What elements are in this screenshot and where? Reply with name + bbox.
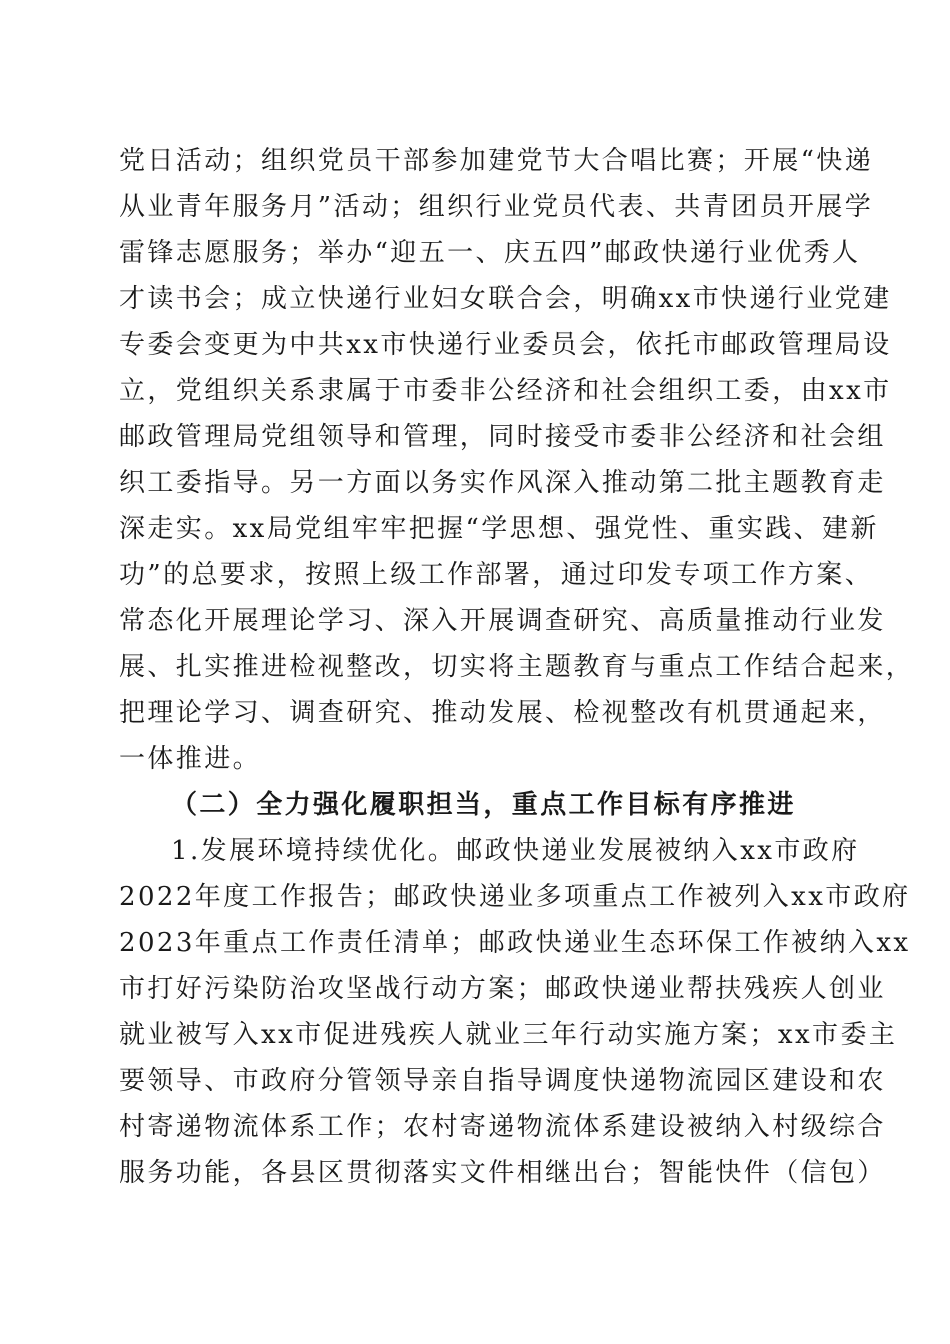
paragraph-1-line-8: 织工委指导。另一方面以务实作风深入推动第二批主题教育走 [119, 468, 886, 498]
paragraph-2-line-1: 1.发展环境持续优化。邮政快递业发展被纳入xx市政府 [171, 836, 860, 866]
section-heading: （二）全力强化履职担当，重点工作目标有序推进 [171, 790, 796, 820]
paragraph-1-line-3: 雷锋志愿服务；举办“迎五一、庆五四”邮政快递行业优秀人 [119, 238, 861, 268]
paragraph-2-line-6: 要领导、市政府分管领导亲自指导调度快递物流园区建设和农 [119, 1066, 886, 1096]
paragraph-1-line-11: 常态化开展理论学习、深入开展调查研究、高质量推动行业发 [119, 606, 886, 636]
paragraph-2-line-4: 市打好污染防治攻坚战行动方案；邮政快递业帮扶残疾人创业 [119, 974, 886, 1004]
paragraph-2-line-5: 就业被写入xx市促进残疾人就业三年行动实施方案；xx市委主 [119, 1020, 898, 1050]
paragraph-1-line-6: 立，党组织关系隶属于市委非公经济和社会组织工委，由xx市 [119, 376, 892, 406]
paragraph-1-line-12: 展、扎实推进检视整改，切实将主题教育与重点工作结合起来， [119, 652, 915, 682]
paragraph-1-line-10: 功”的总要求，按照上级工作部署，通过印发专项工作方案、 [119, 560, 874, 590]
paragraph-1-line-7: 邮政管理局党组领导和管理，同时接受市委非公经济和社会组 [119, 422, 886, 452]
paragraph-1-line-4: 才读书会；成立快递行业妇女联合会，明确xx市快递行业党建 [119, 284, 892, 314]
paragraph-1-line-1: 党日活动；组织党员干部参加建党节大合唱比赛；开展“快递 [119, 146, 874, 176]
paragraph-2-line-8: 服务功能，各县区贯彻落实文件相继出台；智能快件（信包） [119, 1158, 886, 1188]
paragraph-2-line-7: 村寄递物流体系工作；农村寄递物流体系建设被纳入村级综合 [119, 1112, 886, 1142]
paragraph-1-line-5: 专委会变更为中共xx市快递行业委员会，依托市邮政管理局设 [119, 330, 892, 360]
paragraph-1-line-14: 一体推进。 [119, 744, 262, 774]
paragraph-2-line-3: 2023年重点工作责任清单；邮政快递业生态环保工作被纳入xx [119, 928, 911, 958]
paragraph-2-line-2: 2022年度工作报告；邮政快递业多项重点工作被列入xx市政府 [119, 882, 911, 912]
paragraph-1-line-2: 从业青年服务月”活动；组织行业党员代表、共青团员开展学 [119, 192, 874, 222]
paragraph-1-line-13: 把理论学习、调查研究、推动发展、检视整改有机贯通起来， [119, 698, 886, 728]
paragraph-1-line-9: 深走实。xx局党组牢牢把握“学思想、强党性、重实践、建新 [119, 514, 879, 544]
